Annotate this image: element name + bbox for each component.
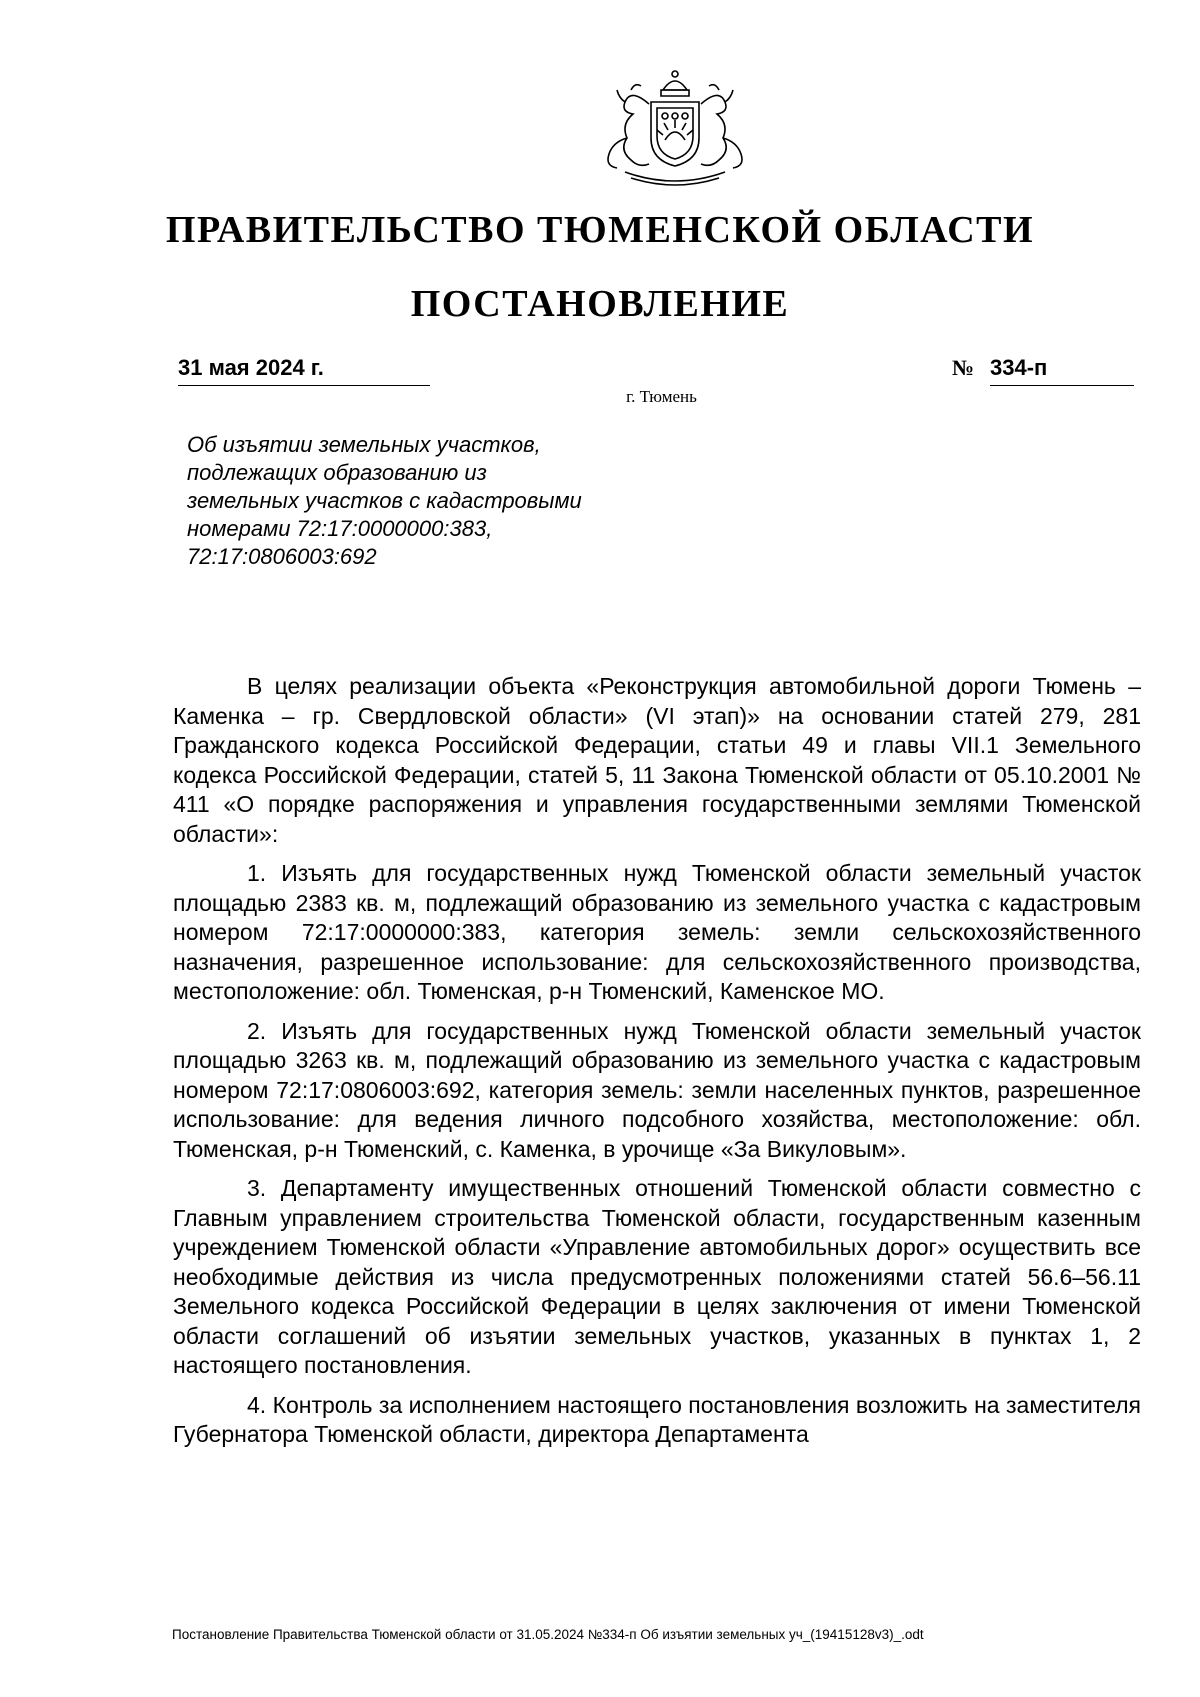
page-footer: Постановление Правительства Тюменской области от 31.05.2024 №334-п Об изъятии земельных уч_(19415128v3)_.odt bbox=[172, 1627, 924, 1642]
body-paragraph-preamble: В целях реализации объекта «Реконструкция автомобильной дороги Тюмень – Каменка – гр. Свердловской области» (VI этап)» на основании статей 279, 281 Гражданского кодекса Российской Федерации, статьи 49 и главы VII.1 Земельного кодекса Российской Федерации, статей 5, 11 Закона Тюменской области от 05.10.2001 № 411 «О порядке распоряжения и управления государственными землями Тюменской области»: bbox=[173, 673, 1141, 847]
subject-line: Об изъятии земельных участков, bbox=[187, 432, 541, 457]
body-paragraph-3: 3. Департаменту имущественных отношений Тюменской области совместно с Главным управлением строительства Тюменской области, государственным казенным учреждением Тюменской области «Управление автомобильных дорог» осуществить все необходимые действия из числа предусмотренных положениями статей 56.6–56.11 Земельного кодекса Российской Федерации в целях заключения от имени Тюменской области соглашений об изъятии земельных участков, указанных в пунктах 1, 2 настоящего постановления. bbox=[173, 1175, 1141, 1378]
document-body bbox=[173, 672, 1141, 1460]
document-date: 31 мая 2024 г. bbox=[178, 355, 430, 386]
body-paragraph-2: 2. Изъять для государственных нужд Тюменской области земельный участок площадью 3263 кв. м, подлежащий образованию из земельного участка с кадастровым номером 72:17:0806003:692, категория земель: земли населенных пунктов, разрешенное использование: для ведения личного подсобного хозяйства, местоположение: обл. Тюменская, р-н Тюменский, с. Каменка, в урочище «За Викуловым». bbox=[173, 1017, 1141, 1162]
subject-line: подлежащих образованию из bbox=[187, 460, 487, 485]
document-city: г. Тюмень bbox=[626, 387, 697, 406]
organization-title: ПРАВИТЕЛЬСТВО ТЮМЕНСКОЙ ОБЛАСТИ bbox=[165, 209, 1035, 251]
document-number: 334-п bbox=[990, 355, 1134, 386]
body-paragraph-4: 4. Контроль за исполнением настоящего постановления возложить на заместителя Губернатора Тюменской области, директора Департамента bbox=[173, 1391, 1141, 1447]
subject-line: земельных участков с кадастровыми bbox=[187, 488, 582, 513]
tyumen-oblast-coat-of-arms-icon bbox=[595, 68, 755, 190]
subject-line: номерами 72:17:0000000:383, bbox=[187, 516, 493, 541]
document-subject bbox=[187, 431, 687, 571]
subject-line: 72:17:0806003:692 bbox=[187, 544, 377, 569]
number-sign: № bbox=[952, 355, 975, 380]
body-paragraph-1: 1. Изъять для государственных нужд Тюменской области земельный участок площадью 2383 кв. м, подлежащий образованию из земельного участка с кадастровым номером 72:17:0000000:383, категория земель: земли сельскохозяйственного назначения, разрешенное использование: для сельскохозяйственного производства, местоположение: обл. Тюменская, р-н Тюменский, Каменское МО. bbox=[173, 860, 1141, 1004]
document-type-title: ПОСТАНОВЛЕНИЕ bbox=[410, 283, 790, 325]
